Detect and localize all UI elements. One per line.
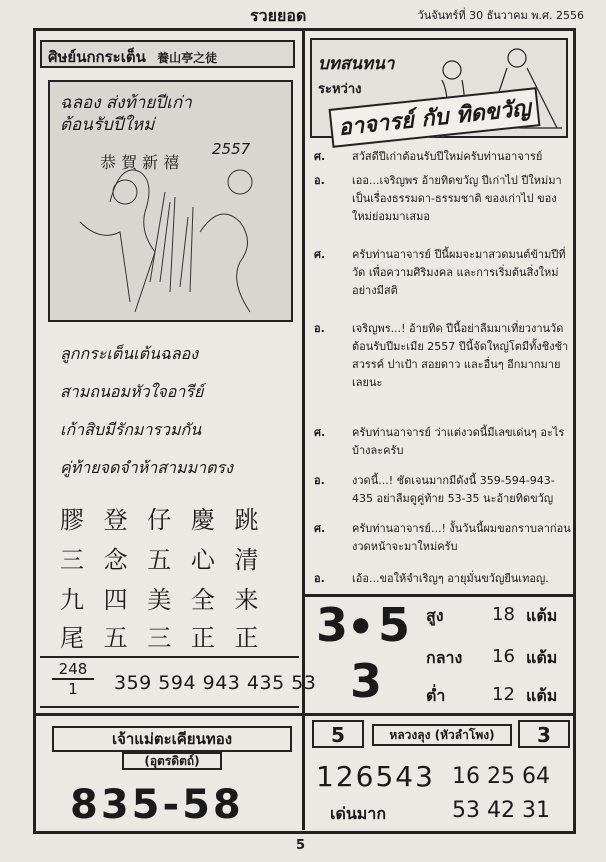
poem-line: สามถนอมหัวใจอารีย์	[60, 382, 204, 401]
poem-line: เก้าสิบมีรักมารวมกัน	[60, 420, 202, 439]
dialog-text: ครับท่านอาจารย์ ปีนี้ผมจะมาสวดมนต์ข้ามปีที่วัด เพื่อความศิริมงคล และการเริ่มต้นสิ่งใหม่อย่างมีสติ	[352, 248, 566, 297]
dialog-line	[314, 246, 572, 300]
row-unit: แต้ม	[526, 686, 558, 705]
dialog-subject: อาจารย์ กับ ทิดขวัญ	[329, 87, 541, 148]
speaker: อ.	[314, 474, 325, 487]
dialog-line	[314, 148, 572, 166]
speaker: ศ.	[314, 426, 326, 439]
speaker: ศ.	[314, 150, 326, 163]
row-number: 16	[492, 646, 515, 667]
dialog-text: เจริญพร...! อ้ายทิด ปีนี้อย่าลืมมาเที่ยวงานวัดต้อนรับปีมะเมีย 2557 ปีนี้จัดใหญ่โตมีทั้งชิงช้าสวรรค์ ปาเป้า สอยดาว และอื่นๆ อีกมากมายเลยนะ	[352, 322, 569, 389]
dialog-text: ครับท่านอาจารย์ ว่าแต่งวดนี้มีเลขเด่นๆ อะไรบ้างละครับ	[352, 426, 565, 457]
masthead: รวยยอด	[250, 6, 307, 25]
score-row	[426, 684, 572, 709]
hanzi-line: 尾 五 三 正 正	[60, 624, 265, 652]
caption-year: 2557	[212, 140, 251, 158]
fraction-bottom: 1	[68, 680, 78, 698]
row-label: ต่ำ	[426, 686, 446, 705]
illustration-caption	[60, 92, 192, 136]
speaker: ศ.	[314, 522, 326, 535]
row-label: สูง	[426, 606, 444, 625]
lotto-pairs: 16 25 64	[452, 764, 550, 789]
page-number: 5	[296, 838, 306, 853]
lotto-digits: 126543	[316, 760, 435, 793]
shrine-number: 835-58	[70, 782, 244, 828]
row-label: กลาง	[426, 648, 463, 667]
dialog-text: เอ้อ...ขอให้จำเริญๆ อายุมั่นขวัญยืนเทอญ.	[352, 572, 549, 585]
hanzi-line: 三 念 五 心 清	[60, 546, 265, 574]
lotto-label: เด่นมาก	[330, 804, 387, 823]
poem-line: ลูกกระเต็นเต้นฉลอง	[60, 344, 199, 363]
lotto-pairs: 53 42 31	[452, 798, 550, 823]
caption-line1: ฉลอง ส่งท้ายปีเก่า	[60, 93, 192, 113]
left-title-cn: 養山亭之徒	[157, 51, 218, 65]
column-divider	[302, 30, 305, 830]
caption-line2: ต้อนรับปีใหม่	[60, 115, 155, 135]
section-divider	[305, 594, 573, 597]
shrine-title: เจ้าแม่ตะเคียนทอง	[52, 726, 292, 752]
hanzi-line: 九 四 美 全 来	[60, 586, 265, 614]
dialog-line	[314, 570, 572, 588]
section-divider	[36, 713, 302, 716]
dialog-text: ครับท่านอาจารย์...! งั้นวันนี้ผมขอกราบลาก่อนงวดหน้าจะมาใหม่ครับ	[352, 522, 571, 553]
caption-chars: 恭 賀 新 禧	[100, 153, 180, 172]
number-line: 359 594 943 435 53	[114, 672, 317, 694]
speaker: อ.	[314, 174, 325, 187]
speaker: ศ.	[314, 248, 326, 261]
score-row	[426, 646, 572, 671]
dialog-line	[314, 520, 572, 556]
fraction	[52, 660, 94, 698]
score-digit: 3	[316, 598, 349, 652]
dialog-line	[314, 424, 572, 460]
lotto-right-number: 3	[518, 720, 570, 748]
dialog-title: บทสนทนา	[318, 54, 395, 74]
score-dot: ●	[352, 612, 370, 636]
fraction-top: 248	[52, 660, 94, 680]
issue-date: วันจันทร์ที่ 30 ธันวาคม พ.ศ. 2556	[417, 9, 584, 22]
score-digit: 3	[350, 654, 383, 708]
row-number: 12	[492, 684, 515, 705]
score-digit: 5	[378, 598, 411, 652]
row-number: 18	[492, 604, 515, 625]
dialog-between: ระหว่าง	[318, 82, 362, 97]
speaker: อ.	[314, 572, 325, 585]
poem-line: คู่ท้ายจดจำห้าสามมาตรง	[60, 458, 233, 477]
shrine-location: (อุตรดิตถ์)	[122, 752, 222, 770]
lotto-left-number: 5	[312, 720, 364, 748]
row-unit: แต้ม	[526, 648, 558, 667]
dialog-text: งวดนี้...! ชัดเจนมากมีดังนี้ 359-594-943-435 อย่าลืมดูคู่ท้าย 53-35 นะอ้ายทิดขวัญ	[352, 474, 555, 505]
row-unit: แต้ม	[526, 606, 558, 625]
dialog-line	[314, 472, 572, 508]
left-header	[40, 40, 295, 68]
dialog-line	[314, 320, 572, 392]
left-title: ศิษย์นกกระเต็น	[48, 48, 146, 66]
lotto-name: หลวงลุง (หัวลำโพง)	[372, 724, 512, 746]
speaker: อ.	[314, 322, 325, 335]
dialog-text: เออ...เจริญพร อ้ายทิดขวัญ ปีเก่าไป ปีใหม่มา เป็นเรื่องธรรมดา-ธรรมชาติ ของเก่าไป ของใหม่ย่อมมาเสมอ	[352, 174, 562, 223]
score-row	[426, 604, 572, 629]
dialog-line	[314, 172, 572, 226]
hanzi-line: 膠 登 仔 慶 跳	[60, 506, 265, 534]
section-divider	[305, 713, 573, 716]
dialog-text: สวัสดีปีเก่าต้อนรับปีใหม่ครับท่านอาจารย์	[352, 150, 543, 163]
